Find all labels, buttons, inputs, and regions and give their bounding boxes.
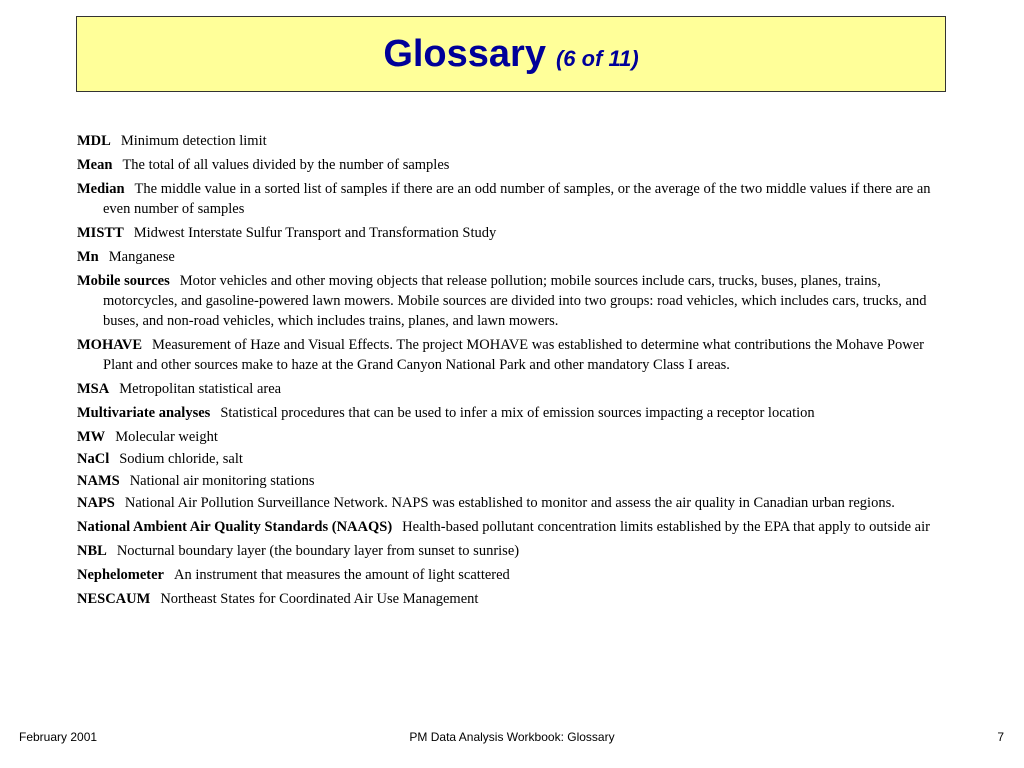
glossary-entry-mistt bbox=[77, 223, 955, 243]
glossary-entry-naaqs bbox=[77, 517, 955, 537]
glossary-definition: Measurement of Haze and Visual Effects. The project MOHAVE was established to determine what contributions the Mohave Power Plant and other sources make to haze at the Grand Canyon National Park and other mandatory Class I areas. bbox=[103, 337, 924, 373]
glossary-entry-nescaum bbox=[77, 589, 955, 609]
glossary-definition: National air monitoring stations bbox=[129, 473, 315, 489]
glossary-entry-mn bbox=[77, 247, 955, 267]
glossary-entry-nephelometer bbox=[77, 565, 955, 585]
glossary-entry-nams bbox=[77, 471, 955, 491]
glossary-entry-msa bbox=[77, 379, 955, 399]
glossary-entry-median bbox=[77, 179, 955, 219]
glossary-term: Mean bbox=[77, 157, 113, 173]
glossary-entry-multivariate-analyses bbox=[77, 403, 955, 423]
glossary-entry-mean bbox=[77, 155, 955, 175]
glossary-definition: Statistical procedures that can be used to infer a mix of emission sources impacting a receptor location bbox=[220, 405, 815, 421]
glossary-term: NESCAUM bbox=[77, 591, 151, 607]
glossary-entry-nacl bbox=[77, 449, 955, 469]
glossary-term: National Ambient Air Quality Standards (NAAQS) bbox=[77, 519, 393, 535]
glossary-term: NaCl bbox=[77, 451, 110, 467]
glossary-definition: The total of all values divided by the number of samples bbox=[122, 157, 450, 173]
glossary-definition: Minimum detection limit bbox=[120, 133, 267, 149]
glossary-entry-mobile-sources bbox=[77, 271, 955, 331]
glossary-term: NAPS bbox=[77, 495, 115, 511]
glossary-term: Multivariate analyses bbox=[77, 405, 211, 421]
glossary-term: MSA bbox=[77, 381, 110, 397]
glossary-term: Mn bbox=[77, 249, 99, 265]
title-subtitle: (6 of 11) bbox=[555, 45, 639, 71]
glossary-term: Median bbox=[77, 181, 125, 197]
title-banner bbox=[76, 16, 946, 92]
glossary-term: Nephelometer bbox=[77, 567, 164, 583]
glossary-definition: Northeast States for Coordinated Air Use Management bbox=[160, 591, 479, 607]
footer-date: February 2001 bbox=[19, 730, 98, 744]
glossary-definition: National Air Pollution Surveillance Network. NAPS was established to monitor and assess the air quality in Canadian urban regions. bbox=[124, 495, 895, 511]
glossary-definition: Manganese bbox=[108, 249, 175, 265]
glossary-term: NAMS bbox=[77, 473, 120, 489]
glossary-definition: Molecular weight bbox=[115, 429, 218, 445]
glossary-definition: Health-based pollutant concentration limits established by the EPA that apply to outside air bbox=[402, 519, 930, 535]
footer-workbook-title: PM Data Analysis Workbook: Glossary bbox=[409, 730, 615, 744]
glossary-list bbox=[77, 131, 955, 613]
glossary-term: MOHAVE bbox=[77, 337, 142, 353]
glossary-definition: Midwest Interstate Sulfur Transport and Transformation Study bbox=[133, 225, 497, 241]
footer-page-number: 7 bbox=[997, 730, 1004, 744]
glossary-term: MW bbox=[77, 429, 106, 445]
glossary-entry-mohave bbox=[77, 335, 955, 375]
title-main: Glossary bbox=[383, 32, 546, 75]
glossary-term: Mobile sources bbox=[77, 273, 170, 289]
glossary-entry-naps bbox=[77, 493, 955, 513]
glossary-definition: An instrument that measures the amount of light scattered bbox=[173, 567, 510, 583]
glossary-definition: Motor vehicles and other moving objects that release pollution; mobile sources include cars, trucks, buses, planes, trains, motorcycles, and gasoline-powered lawn mowers. Mobile sources are divided into two groups: road vehicles, which includes cars, trucks, and buses, and non-road vehicles, which includes trains, planes, and lawn mowers. bbox=[103, 273, 927, 329]
glossary-definition: The middle value in a sorted list of samples if there are an odd number of samples, or the average of the two middle values if there are an even number of samples bbox=[103, 181, 931, 217]
glossary-definition: Nocturnal boundary layer (the boundary layer from sunset to sunrise) bbox=[116, 543, 520, 559]
page-title bbox=[383, 33, 638, 76]
glossary-definition: Metropolitan statistical area bbox=[119, 381, 282, 397]
glossary-definition: Sodium chloride, salt bbox=[119, 451, 243, 467]
glossary-entry-mdl bbox=[77, 131, 955, 151]
glossary-entry-nbl bbox=[77, 541, 955, 561]
glossary-term: MISTT bbox=[77, 225, 124, 241]
glossary-entry-mw bbox=[77, 427, 955, 447]
glossary-term: NBL bbox=[77, 543, 107, 559]
glossary-term: MDL bbox=[77, 133, 111, 149]
